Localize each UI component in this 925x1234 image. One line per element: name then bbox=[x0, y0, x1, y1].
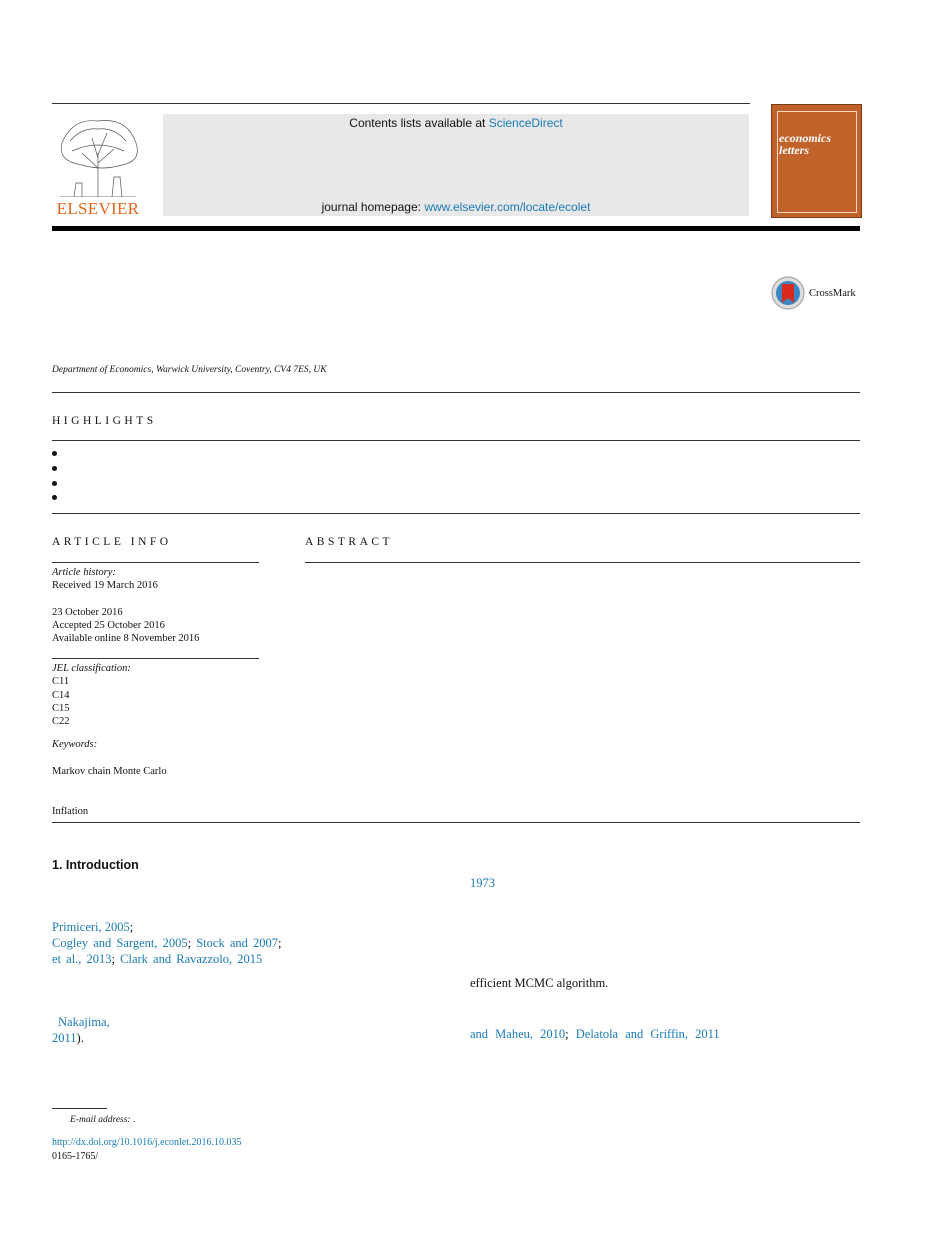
footnote-rule bbox=[52, 1108, 107, 1109]
jel-code: C11 bbox=[52, 676, 70, 687]
doi-link[interactable]: http://dx.doi.org/10.1016/j.econlet.2016.10.035 bbox=[52, 1137, 242, 1148]
article-history-label: Article history: bbox=[52, 567, 116, 578]
intro-left-line-2 bbox=[52, 936, 318, 951]
crossmark-icon bbox=[771, 276, 805, 310]
citation-link[interactable]: Stock and 2007 bbox=[196, 936, 279, 950]
email-label: E-mail address: bbox=[70, 1115, 131, 1125]
jel-label: JEL classification: bbox=[52, 663, 131, 674]
section-heading: 1. Introduction bbox=[52, 858, 139, 872]
keyword: Inflation bbox=[52, 806, 89, 817]
header-thick-rule bbox=[52, 226, 860, 231]
intro-right-line-1 bbox=[470, 876, 495, 891]
abstract-rule bbox=[305, 562, 860, 563]
intro-left-line-5 bbox=[52, 1031, 84, 1046]
sciencedirect-link[interactable]: ScienceDirect bbox=[488, 116, 563, 130]
rule-end-frontmatter bbox=[52, 822, 860, 823]
revised-date: 23 October 2016 bbox=[52, 607, 123, 618]
citation-sep: ; bbox=[129, 920, 134, 934]
abstract-heading: ABSTRACT bbox=[305, 536, 394, 548]
citation-link[interactable]: Clark and Ravazzolo, 2015 bbox=[120, 952, 263, 966]
cover-inner-frame bbox=[777, 111, 857, 213]
cover-title-1: economics bbox=[779, 131, 831, 145]
rule-below-highlights-heading bbox=[52, 440, 860, 441]
header-top-rule bbox=[52, 103, 750, 104]
intro-right-line-3 bbox=[470, 1027, 720, 1042]
journal-banner bbox=[163, 114, 749, 216]
affiliation: Department of Economics, Warwick University, Coventry, CV4 7ES, UK bbox=[52, 365, 327, 375]
jel-rule bbox=[52, 658, 259, 659]
footnote-email bbox=[70, 1114, 135, 1128]
citation-sep: ; bbox=[565, 1027, 576, 1041]
citation-sep: ; bbox=[278, 936, 282, 950]
publisher-name: ELSEVIER bbox=[56, 199, 140, 218]
citation-link[interactable]: and Maheu, 2010 bbox=[470, 1027, 566, 1041]
intro-left-line-4 bbox=[58, 1015, 110, 1030]
highlight-bullet bbox=[52, 481, 57, 486]
journal-cover[interactable] bbox=[771, 104, 862, 218]
highlight-bullet bbox=[52, 466, 57, 471]
jel-code: C14 bbox=[52, 690, 70, 701]
citation-link[interactable]: Delatola and Griffin, 2011 bbox=[575, 1027, 720, 1041]
intro-left-line-1 bbox=[52, 920, 133, 935]
contents-prefix: Contents lists available at bbox=[349, 116, 489, 130]
journal-homepage-link[interactable]: www.elsevier.com/locate/ecolet bbox=[424, 200, 591, 214]
jel-code: C15 bbox=[52, 703, 70, 714]
citation-link[interactable]: Nakajima, bbox=[58, 1015, 110, 1029]
jel-code: C22 bbox=[52, 716, 70, 727]
intro-left-line-3 bbox=[52, 952, 262, 967]
email-value: . bbox=[132, 1115, 136, 1125]
citation-link[interactable]: 1973 bbox=[470, 876, 495, 890]
contents-line bbox=[163, 116, 749, 130]
cover-title-2: letters bbox=[779, 143, 809, 157]
keyword: Markov chain Monte Carlo bbox=[52, 766, 167, 777]
citation-link[interactable]: Primiceri, 2005 bbox=[52, 920, 130, 934]
keywords-label: Keywords: bbox=[52, 739, 98, 750]
citation-link[interactable]: 2011 bbox=[52, 1031, 77, 1045]
citation-link[interactable]: Cogley and Sargent, 2005 bbox=[52, 936, 188, 950]
crossmark-label: CrossMark bbox=[809, 288, 856, 299]
crossmark-badge[interactable] bbox=[771, 276, 861, 310]
highlight-bullet bbox=[52, 495, 57, 500]
citation-sep: ). bbox=[76, 1031, 84, 1045]
citation-sep: ; bbox=[187, 936, 197, 950]
received-date: Received 19 March 2016 bbox=[52, 580, 158, 591]
elsevier-logo bbox=[52, 113, 144, 217]
rule-below-highlights bbox=[52, 513, 860, 514]
rule-above-highlights bbox=[52, 392, 860, 393]
article-info-heading: ARTICLE INFO bbox=[52, 536, 172, 548]
highlights-heading: HIGHLIGHTS bbox=[52, 415, 157, 427]
article-info-rule bbox=[52, 562, 259, 563]
homepage-prefix: journal homepage: bbox=[321, 200, 425, 214]
tree-icon bbox=[52, 113, 144, 197]
homepage-line bbox=[163, 200, 749, 214]
citation-link[interactable]: et al., 2013 bbox=[52, 952, 112, 966]
highlight-bullet bbox=[52, 451, 57, 456]
intro-right-line-2: efficient MCMC algorithm. bbox=[470, 976, 609, 990]
accepted-date: Accepted 25 October 2016 bbox=[52, 620, 165, 631]
citation-sep: ; bbox=[111, 952, 121, 966]
online-date: Available online 8 November 2016 bbox=[52, 633, 200, 644]
issn: 0165-1765/ bbox=[52, 1151, 99, 1162]
